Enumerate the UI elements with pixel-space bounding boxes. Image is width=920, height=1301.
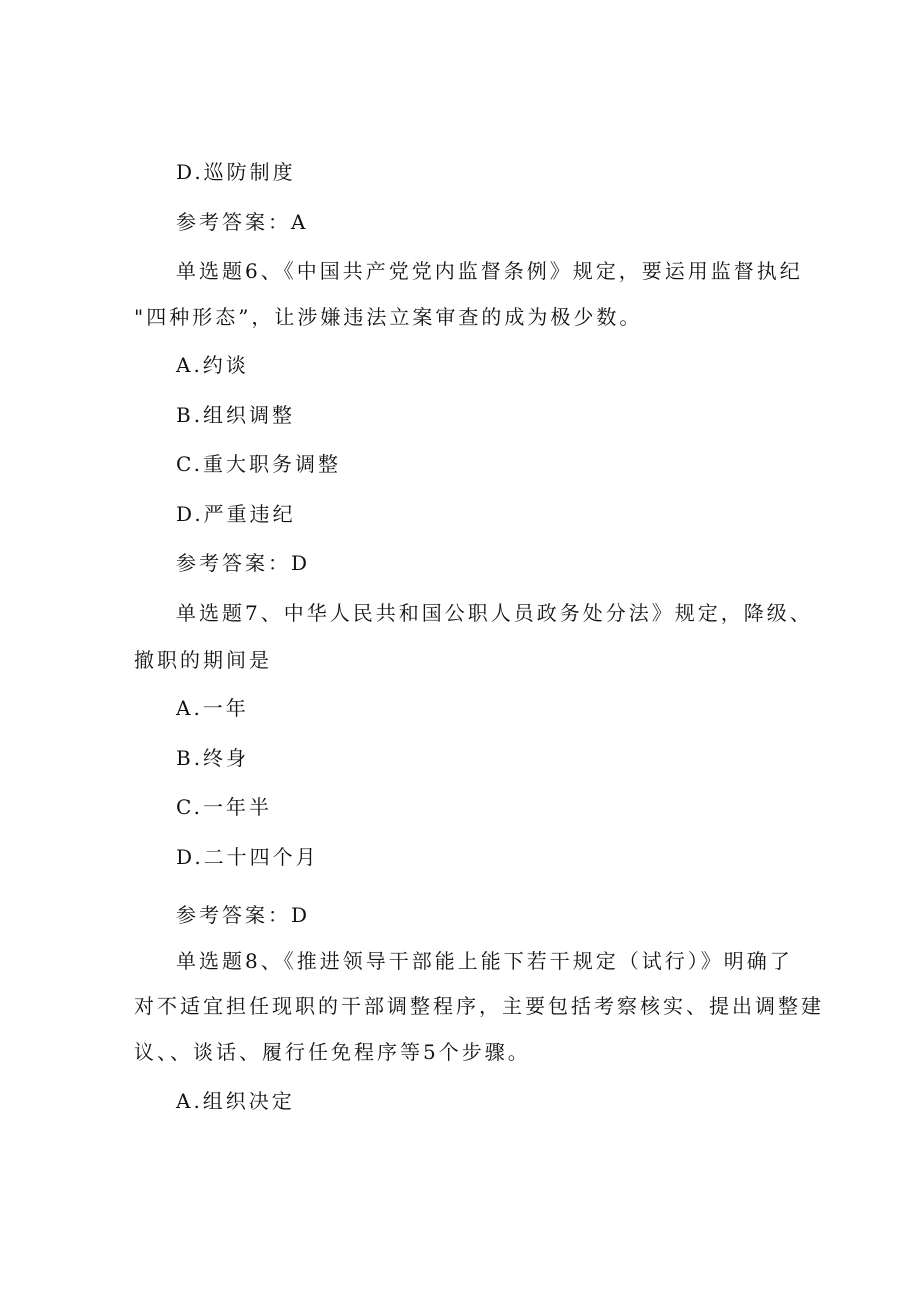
q8-question-line-2: 对不适宜担任现职的干部调整程序，主要包括考察核实、提出调整建 [134,994,824,1018]
q5-option-d: D.巡防制度 [176,160,296,184]
q7-option-c: C.一年半 [176,795,272,819]
q7-question-line-2: 撤职的期间是 [134,648,272,672]
q8-option-a: A.组织决定 [176,1089,295,1113]
q8-question-line-1: 单选题8、《推进领导干部能上能下若干规定（试行）》明确了 [176,949,793,973]
q6-option-c: C.重大职务调整 [176,452,341,476]
q7-question-line-1: 单选题7、中华人民共和国公职人员政务处分法》规定，降级、 [176,601,813,625]
q8-question-line-3: 议、、谈话、履行任免程序等5个步骤。 [134,1040,531,1064]
q6-option-d: D.严重违纪 [176,502,296,526]
q5-answer: 参考答案：A [176,210,309,234]
q7-answer: 参考答案：D [176,903,311,927]
q7-option-b: B.终身 [176,746,250,770]
q7-option-a: A.一年 [176,696,249,720]
q6-question-line-2: "四种形态”，让涉嫌违法立案审查的成为极少数。 [134,305,643,329]
q6-option-b: B.组织调整 [176,403,296,427]
q7-option-d: D.二十四个月 [176,845,319,869]
q6-option-a: A.约谈 [176,353,249,377]
q6-answer: 参考答案：D [176,551,311,575]
q6-question-line-1: 单选题6、《中国共产党党内监督条例》规定，要运用监督执纪 [176,259,803,283]
